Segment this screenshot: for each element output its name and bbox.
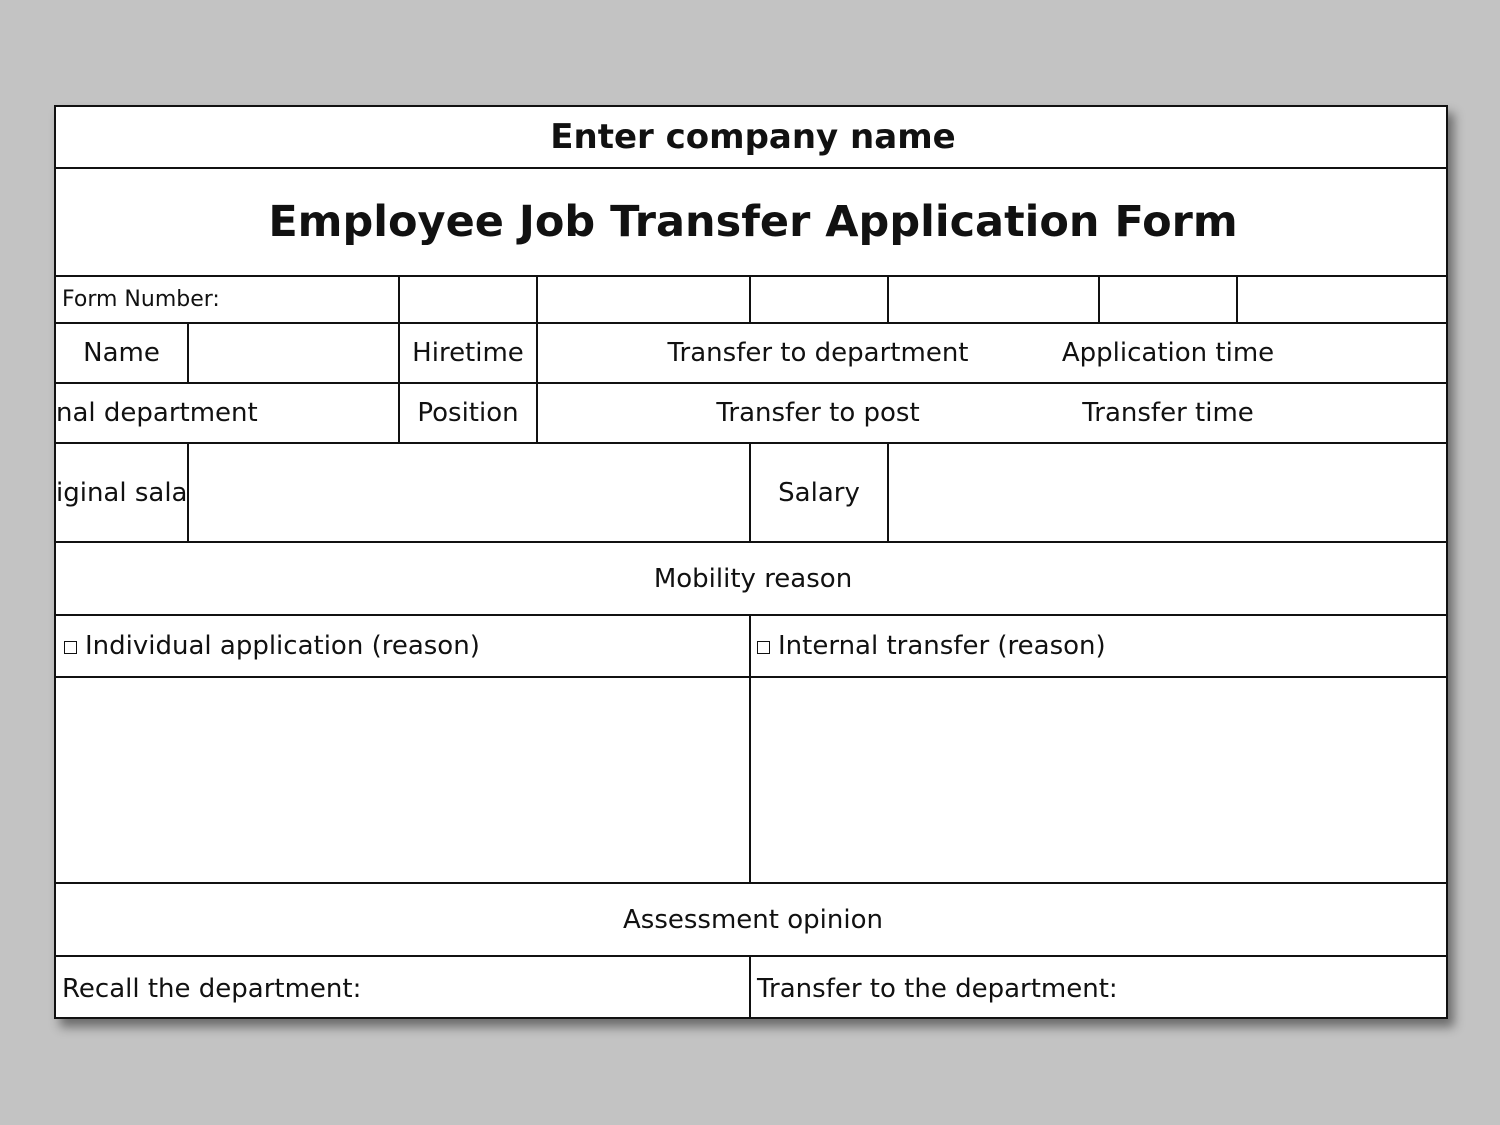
salary-value-cell[interactable]: [889, 444, 1448, 541]
form-number-cell[interactable]: [400, 277, 536, 322]
mobility-reason-heading: Mobility reason: [653, 563, 853, 594]
individual-application-option[interactable]: [64, 616, 749, 676]
form-number-cell[interactable]: [751, 277, 887, 322]
transfer-to-department-label: Transfer to department: [667, 338, 969, 368]
individual-application-label: Individual application (reason): [85, 631, 480, 661]
internal-transfer-label: Internal transfer (reason): [778, 631, 1106, 661]
form-sheet: [54, 105, 1448, 1019]
salary-label: Salary: [778, 477, 860, 508]
original-department-label: nal department: [56, 398, 258, 428]
form-number-cell[interactable]: [1238, 277, 1448, 322]
recall-department-label: Recall the department:: [62, 974, 362, 1004]
checkbox-icon[interactable]: [64, 641, 77, 654]
transfer-department-label: Transfer to the department:: [757, 974, 1118, 1004]
name-label: Name: [83, 338, 160, 368]
form-number-cell[interactable]: [889, 277, 1098, 322]
form-number-cell[interactable]: [1100, 277, 1236, 322]
transfer-time-label: Transfer time: [1082, 398, 1254, 428]
internal-transfer-option[interactable]: [757, 616, 1448, 676]
application-time-label: Application time: [1061, 338, 1275, 368]
form-title: Employee Job Transfer Application Form: [268, 197, 1238, 247]
form-number-cell[interactable]: [538, 277, 749, 322]
individual-reason-area[interactable]: [56, 678, 749, 882]
company-name[interactable]: Enter company name: [550, 117, 956, 157]
internal-reason-area[interactable]: [751, 678, 1448, 882]
position-label: Position: [417, 398, 519, 428]
assessment-opinion-heading: Assessment opinion: [623, 904, 883, 935]
transfer-to-post-label: Transfer to post: [716, 398, 920, 428]
form-number-label: Form Number:: [62, 287, 220, 312]
checkbox-icon[interactable]: [757, 641, 770, 654]
name-value-cell[interactable]: [189, 324, 398, 382]
original-salary-value-cell[interactable]: [189, 444, 749, 541]
original-salary-label: iginal sala: [56, 477, 187, 508]
hiretime-label: Hiretime: [412, 338, 524, 368]
